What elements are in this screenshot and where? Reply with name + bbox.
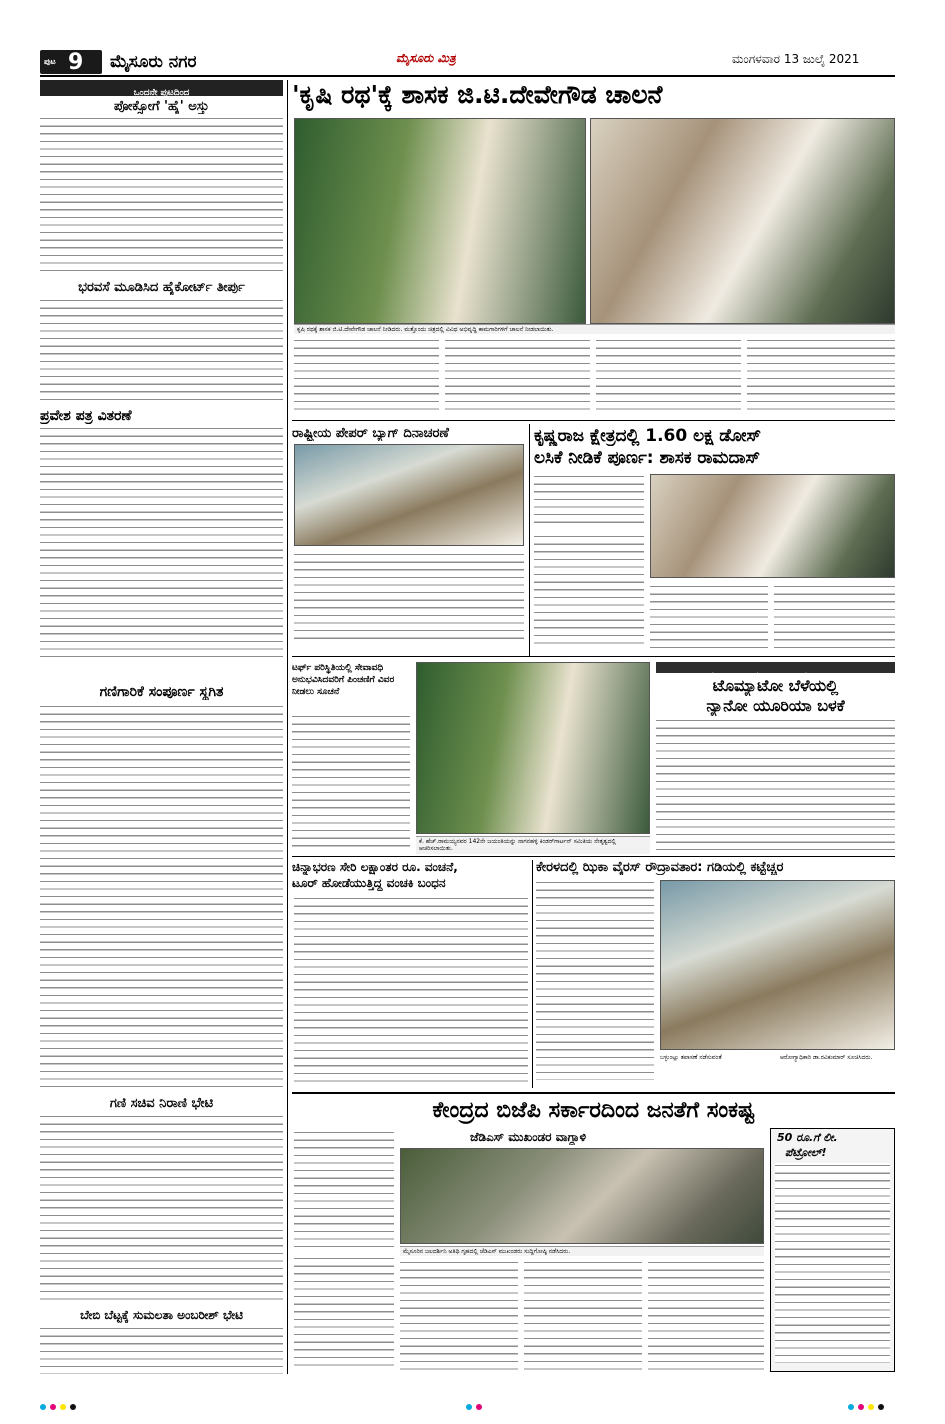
registration-dot-8 <box>858 1404 864 1410</box>
chain-headline-2: ಟೂರ್ ಹೋಡೆಯುತ್ತಿದ್ದ ವಂಚಕಿ ಬಂಧನ <box>292 876 446 890</box>
petrol-headline-1: 50 ರೂ.ಗೆ ಲೀ. <box>777 1131 838 1144</box>
section-name: ಮೈಸೂರು ನಗರ <box>110 52 197 72</box>
masthead-rule <box>40 75 895 77</box>
paperbag-photo <box>294 444 524 546</box>
lead-bottom-rule <box>292 420 895 421</box>
registration-dot-10 <box>878 1404 884 1410</box>
mining-body <box>40 704 283 1092</box>
middle-rule <box>292 856 895 857</box>
turf-body <box>292 714 410 852</box>
lead-photo-left <box>294 118 586 324</box>
highcourt-body <box>40 298 283 404</box>
bjp-top-rule <box>292 1092 895 1094</box>
tomato-story <box>656 662 895 850</box>
minister-visit-body <box>40 1114 283 1304</box>
lead-caption: ಕೃಷಿ ರಥಕ್ಕೆ ಶಾಸಕ ಜಿ.ಟಿ.ದೇವೇಗೌಡ ಚಾಲನೆ ನೀಡಿದರು. ಮತ್ತೊಂದು ಚಿತ್ರದಲ್ಲಿ ವಿವಿಧ ಅಭಿವೃದ್ಧಿ ಕಾಮಗಾರಿಗಳಿಗೆ ಚಾಲನೆ ನೀಡಲಾಯಿತು. <box>294 324 895 334</box>
bjp-body-col2 <box>400 1260 518 1372</box>
kr-photo <box>650 474 895 578</box>
continued-banner: ಒಂದನೇ ಪುಟದಿಂದ <box>40 80 283 96</box>
bjp-caption: ಮೈಸೂರಿನ ಜಲದರ್ಶಿನಿ ಅತಿಥಿ ಗೃಹದಲ್ಲಿ ಜೆಡಿಎಸ್ ಮುಖಂಡರು ಸುದ್ದಿಗೋಷ್ಠಿ ನಡೆಸಿದರು. <box>400 1246 764 1256</box>
kr-body-top <box>534 474 644 528</box>
registration-dot-6 <box>476 1404 482 1410</box>
paperbag-body <box>294 552 524 642</box>
page-number-badge <box>40 50 102 74</box>
petrol-body <box>775 1163 890 1363</box>
bjp-body-col4 <box>648 1260 764 1372</box>
memorial-caption: ಕೆ. ಹೆಚ್.ರಾಮಯ್ಯನವರ 142ನೇ ಜಯಂತಿಯನ್ನು ನಾಗನಹಳ್ಳಿ ಕಿಂಡರ್‌ಗಾರ್ಟನ್ ಸಮಿತಿಯ ನೇತೃತ್ವದಲ್ಲಿ ಆಚರಿಸಲಾಯಿತು. <box>416 836 650 854</box>
kerala-headline: ಕೇರಳದಲ್ಲಿ ಝಿಕಾ ವೈರಸ್ ರೌದ್ರಾವತಾರ: ಗಡಿಯಲ್ಲಿ ಕಟ್ಟೆಚ್ಚರ <box>536 860 784 875</box>
chain-divider <box>532 860 533 1088</box>
babybetta-headline: ಬೇಬಿ ಬೆಟ್ಟಕ್ಕೆ ಸುಮಲತಾ ಅಂಬರೀಶ್ ಭೇಟಿ <box>80 1308 243 1322</box>
registration-dot-1 <box>40 1404 46 1410</box>
tomato-headline-1: ಟೊಮ್ಯಾಟೋ ಬೆಳೆಯಲ್ಲಿ <box>712 676 839 695</box>
bjp-photo <box>400 1148 764 1244</box>
petrol-sidebar <box>770 1128 895 1372</box>
admission-headline: ಪ್ರವೇಶ ಪತ್ರ ವಿತರಣೆ <box>40 408 132 424</box>
chain-body <box>294 896 528 1084</box>
kr-body-col1 <box>534 534 644 650</box>
kerala-caption-right: ಆರೋಗ್ಯಾಧಿಕಾರಿ ಡಾ.ರವಿಕುಮಾರ್ ಸೂಚಿಸಿದರು. <box>780 1054 873 1061</box>
highcourt-headline: ಭರವಸೆ ಮೂಡಿಸಿದ ಹೈಕೋರ್ಟ್ ತೀರ್ಪು <box>78 280 245 295</box>
page-label: ಪುಟ <box>44 57 56 66</box>
registration-dot-4 <box>70 1404 76 1410</box>
kerala-photo <box>660 880 895 1050</box>
lead-body-col2 <box>445 338 590 416</box>
tomato-banner <box>656 662 895 673</box>
pocso-body <box>40 116 283 276</box>
admission-body <box>40 426 283 658</box>
kerala-story <box>536 860 895 1088</box>
lead-body-col1 <box>294 338 439 416</box>
bjp-headline: ಕೇಂದ್ರದ ಬಿಜೆಪಿ ಸರ್ಕಾರದಿಂದ ಜನತೆಗೆ ಸಂಕಷ್ಟ <box>432 1098 755 1123</box>
left-column <box>40 80 283 1374</box>
mining-headline: ಗಣಿಗಾರಿಕೆ ಸಂಪೂರ್ಣ ಸ್ಥಗಿತ <box>99 684 224 700</box>
left-column-divider <box>287 80 288 1374</box>
bjp-subhead: ಜೆಡಿಎಸ್ ಮುಖಂಡರ ವಾಗ್ದಾಳಿ <box>470 1130 586 1144</box>
registration-dot-9 <box>868 1404 874 1410</box>
tomato-body <box>656 718 895 850</box>
kr-headline-2: ಲಸಿಕೆ ನೀಡಿಕೆ ಪೂರ್ಣ: ಶಾಸಕ ರಾಮದಾಸ್ <box>534 448 761 468</box>
page-number: 9 <box>68 50 84 75</box>
registration-dot-7 <box>848 1404 854 1410</box>
turf-story <box>292 662 410 852</box>
chain-story <box>292 860 528 1086</box>
registration-dot-3 <box>60 1404 66 1410</box>
lead-body-col4 <box>747 338 895 416</box>
paperbag-headline: ರಾಷ್ಟ್ರೀಯ ಪೇಪರ್ ಬ್ಯಾಗ್ ದಿನಾಚರಣೆ <box>292 426 449 441</box>
kr-headline-1: ಕೃಷ್ಣರಾಜ ಕ್ಷೇತ್ರದಲ್ಲಿ 1.60 ಲಕ್ಷ ಡೋಸ್ <box>534 426 762 446</box>
minister-visit-headline: ಗಣಿ ಸಚಿವ ನಿರಾಣಿ ಭೇಟಿ <box>109 1096 214 1111</box>
lead-photo-right <box>590 118 895 324</box>
registration-dot-2 <box>50 1404 56 1410</box>
kr-bottom-rule <box>292 656 895 657</box>
memorial-photo <box>416 662 650 834</box>
registration-dot-5 <box>466 1404 472 1410</box>
turf-headline: ಟರ್ಫ್ ಪರಿಸ್ಥಿತಿಯಲ್ಲಿ ಸೇವಾವಧಿ ಅನುಭವಿಸಿದವರಿಗೆ ಪಿಂಚಣಿಗೆ ವಿವರ ನೀಡಲು ಸೂಚನೆ <box>292 663 395 697</box>
kr-body-col3 <box>774 584 895 650</box>
bjp-body-col1 <box>294 1256 394 1372</box>
paper-logo: ಮೈಸೂರು ಮಿತ್ರ <box>396 51 456 65</box>
kr-body-col2 <box>650 584 768 650</box>
lead-body-col3 <box>596 338 741 416</box>
issue-date: ಮಂಗಳವಾರ 13 ಜುಲೈ 2021 <box>732 52 860 66</box>
bjp-body-col3 <box>524 1260 642 1372</box>
kerala-caption-left: ಬಳ್ಳುಂಟ್ಲು ತಪಾಸಣೆ ನಡೆಸುವಂತೆ <box>660 1054 722 1061</box>
petrol-headline-2: ಪೆಟ್ರೋಲ್! <box>785 1146 827 1159</box>
lead-headline: 'ಕೃಷಿ ರಥ'ಕ್ಕೆ ಶಾಸಕ ಜಿ.ಟಿ.ದೇವೇಗೌಡ ಚಾಲನೆ <box>292 80 663 109</box>
tomato-headline-2: ನ್ಯಾನೋ ಯೂರಿಯಾ ಬಳಕೆ <box>706 696 845 715</box>
bjp-body-top <box>294 1130 394 1250</box>
paperbag-divider <box>529 424 530 656</box>
pocso-headline: ಪೋಕ್ಸೋಗೆ 'ಹೈ' ಅಸ್ತು <box>114 99 209 114</box>
kerala-body <box>536 880 654 1080</box>
masthead <box>40 46 895 76</box>
babybetta-body <box>40 1326 283 1374</box>
lead-story <box>292 78 895 304</box>
chain-headline-1: ಚಿನ್ನಾಭರಣ ಸೇರಿ ಲಕ್ಷಾಂತರ ರೂ. ವಂಚನೆ, <box>292 860 458 874</box>
